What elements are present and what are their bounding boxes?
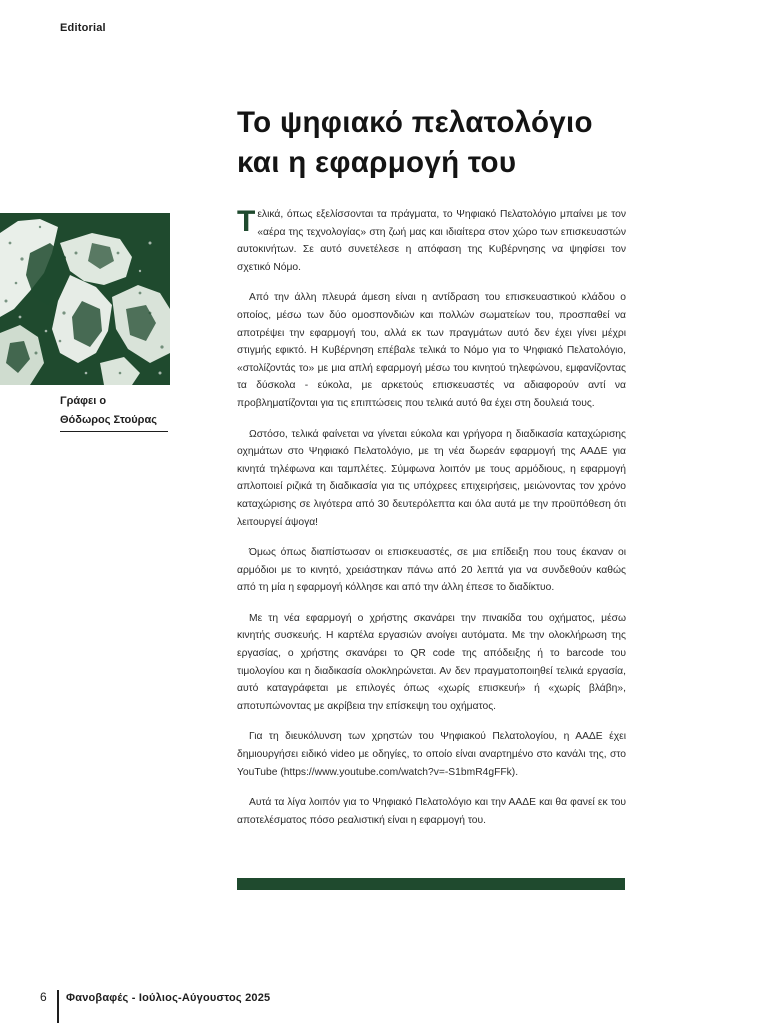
article-end-bar [237,878,625,890]
section-label: Editorial [60,22,106,34]
author-name: Θόδωρος Στούρας [60,411,168,432]
footer-divider [57,990,59,1023]
article-title-line-1: Το ψηφιακό πελατολόγιο [237,106,593,139]
author-prefix: Γράφει ο [60,395,107,407]
paragraph-text: ελικά, όπως εξελίσσονται τα πράγματα, το Ψηφιακό Πελατολόγιο μπαίνει με τον «αέρα της τεχνολογίας» στη ζωή μας και ιδιαίτερα στον χώρο των επισκευαστών αυτοκινήτων. Σε αυτό συνετέλεσε η απόφαση της Κυβέρνησης να ψηφίσει τον σχετικό Νόμο. [237,209,626,273]
article-title-line-2: και η εφαρμογή του [237,146,517,179]
article-paragraph: Ωστόσο, τελικά φαίνεται να γίνεται εύκολα και γρήγορα η διαδικασία καταχώρισης οχημάτων στο Ψηφιακό Πελατολόγιο, με τη νέα δωρεάν εφαρμογή της ΑΑΔΕ για κινητά τηλέφωνα και ταμπλέτες. Σύμφωνα λοιπόν με τους αρμόδιους, η εφαρμογή απλοποιεί ριζικά τη διαδικασία για τις υπόχρεες επιχειρήσεις, μειώνοντας τον χρόνο καταχώρισης σε λιγότερα από 30 δευτερόλεπτα και όλα αυτά με την προϋπόθεση ότι λειτουργεί άψογα! [237,428,626,528]
article-paragraph: Αυτά τα λίγα λοιπόν για το Ψηφιακό Πελατολόγιο και την ΑΑΔΕ και θα φανεί εκ του αποτελέσματος πόσο ρεαλιστική είναι η εφαρμογή του. [237,797,626,826]
article-title [237,103,677,183]
publication-info: Φανοβαφές - Ιούλιος-Αύγουστος 2025 [66,992,271,1004]
article-paragraph: Με τη νέα εφαρμογή ο χρήστης σκανάρει την πινακίδα του οχήματος, μέσω κινητής συσκευής. Η καρτέλα εργασιών ανοίγει αυτόματα. Με την ολοκλήρωση της εργασίας, ο χρήστης σκανάρει το QR code της απόδειξης ή το barcode του τιμολογίου και η διαδικασία ολοκληρώνεται. Αν δεν πραγματοποιηθεί τελικά εργασία, αυτό καταγράφεται με επιλογές όπως «χωρίς επισκευή» ή «χωρίς βλάβη», αποτυπώνοντας με ακρίβεια την επίσκεψη του οχήματος. [237,612,626,712]
page-number: 6 [40,990,47,1004]
article-body [237,206,626,842]
article-paragraph: Από την άλλη πλευρά άμεση είναι η αντίδραση του επισκευαστικού κλάδου ο οποίος, μέσω των δύο ομοσπονδιών και πολλών σωματείων του, προσπαθεί να αποτρέψει την εφαρμογή του, αλλά εκ των πραγμάτων αυτό δεν έχει γίνει μέχρι στιγμής εφικτό. Η Κυβέρνηση επέβαλε τελικά το Νόμο για το Ψηφιακό Πελατολόγιο, «στολίζοντάς το» με μια απλή εφαρμογή μέσω του κινητού τηλεφώνου, εμφανίζοντας τα δύσκολα - εύκολα, με αρκετούς επισκευαστές να αδιαφορούν αντί να προβληματίζονται για τις επιπτώσεις που τελικά αυτό θα έχει στη δουλειά τους. [237,292,626,409]
article-paragraph: Όμως όπως διαπίστωσαν οι επισκευαστές, σε μια επίδειξη που τους έκαναν οι αρμόδιοι με το κινητό, χρειάστηκαν πάνω από 20 λεπτά για να συνδεθούν καθώς από τη μία η εφαρμογή κόλλησε και από την άλλη έπεσε το διαδίκτυο. [237,547,626,594]
author-byline [60,392,168,432]
article-paragraph: Για τη διευκόλυνση των χρηστών του Ψηφιακού Πελατολογίου, η ΑΑΔΕ έχει δημιουργήσει ειδικό video με οδηγίες, το οποίο είναι αναρτημένο στο κανάλι της, στο YouTube (https://www.youtube.com/watch?v=-S1bmR4gFFk). [237,731,626,778]
author-photo [0,213,170,385]
article-paragraph [237,206,626,276]
drop-cap: Τ [237,205,256,238]
